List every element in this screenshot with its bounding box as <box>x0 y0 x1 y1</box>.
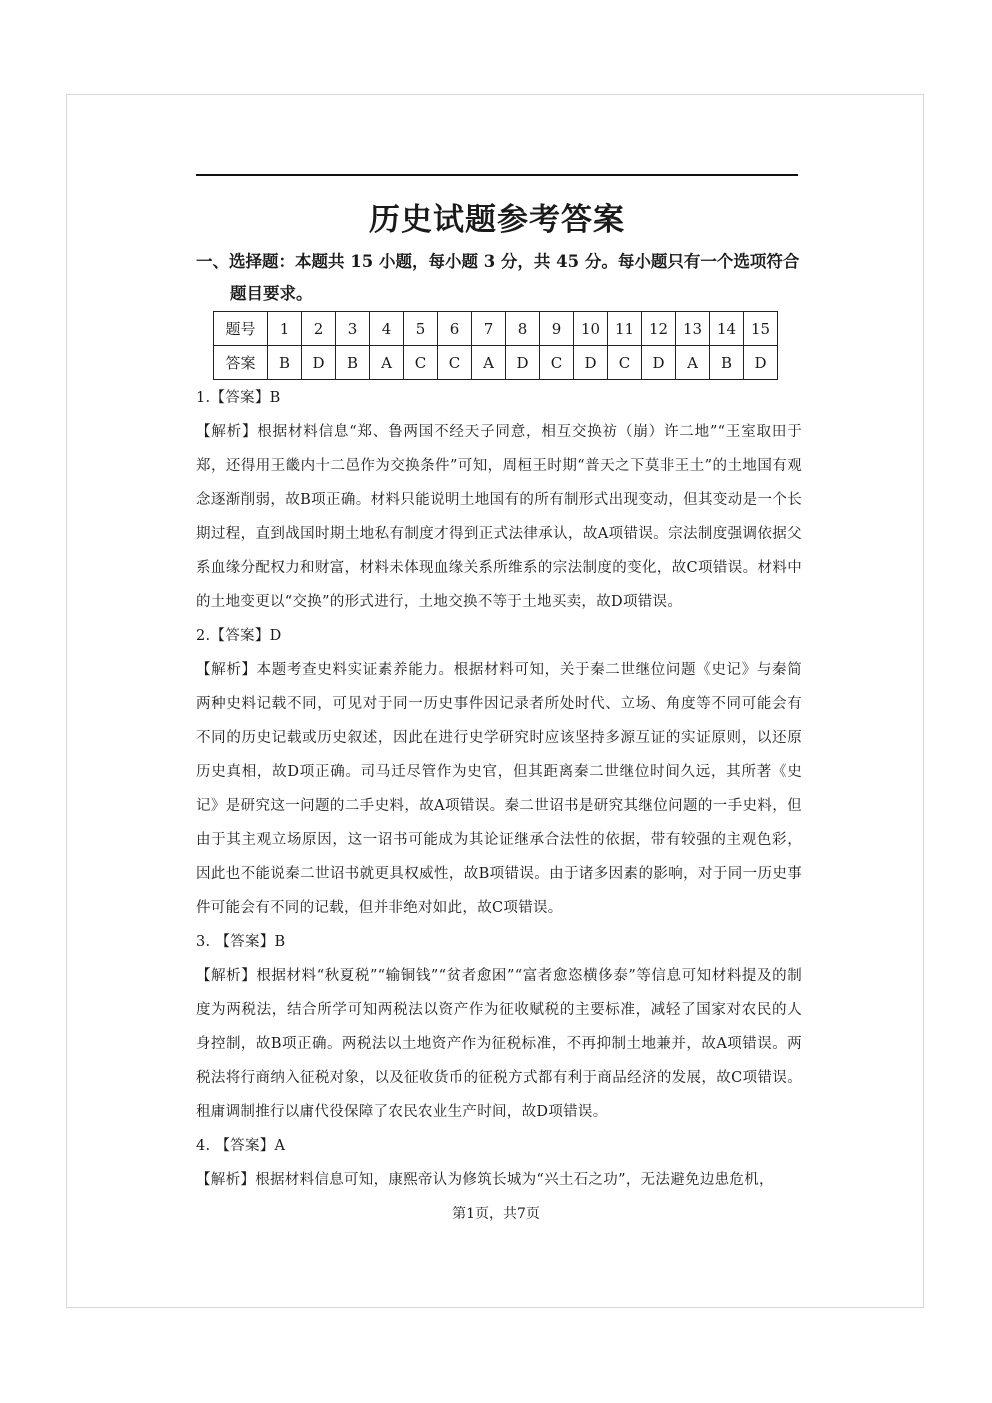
question-number-cell: 15 <box>744 312 778 346</box>
answer-header: 答案 <box>214 346 268 380</box>
question-number-cell: 7 <box>472 312 506 346</box>
answer-cell: C <box>404 346 438 380</box>
answer-cell: B <box>336 346 370 380</box>
question-number-cell: 3 <box>336 312 370 346</box>
item-4-answer: 4. 【答案】A <box>196 1138 286 1154</box>
question-number-cell: 8 <box>506 312 540 346</box>
answer-cell: C <box>540 346 574 380</box>
question-number-cell: 2 <box>302 312 336 346</box>
answer-cell: D <box>302 346 336 380</box>
answer-cell: D <box>642 346 676 380</box>
question-number-cell: 9 <box>540 312 574 346</box>
question-number-cell: 10 <box>574 312 608 346</box>
item-2-analysis: 【解析】本题考查史料实证素养能力。根据材料可知，关于秦二世继位问题《史记》与秦简两种史料记载不同，可见对于同一历史事件因记录者所处时代、立场、角度等不同可能会有不同的历史记载或历史叙述，因此在进行史学研究时应该坚持多源互证的实证原则，以还原历史真相，故D项正确。司马迁尽管作为史官，但其距离秦二世继位时间久远，其所著《史记》是研究这一问题的二手史料，故A项错误。秦二世诏书是研究其继位问题的一手史料，但由于其主观立场原因，这一诏书可能成为其论证继承合法性的依据，带有较强的主观色彩，因此也不能说秦二世诏书就更具权威性，故B项错误。由于诸多因素的影响，对于同一历史事件可能会有不同的记载，但并非绝对如此，故C项错误。 <box>196 662 802 916</box>
answer-cell: A <box>676 346 710 380</box>
question-number-cell: 4 <box>370 312 404 346</box>
answer-key-table <box>213 311 778 380</box>
answer-cell: B <box>710 346 744 380</box>
answer-row <box>214 346 778 380</box>
answer-explanations <box>196 381 802 1197</box>
question-number-cell: 11 <box>608 312 642 346</box>
question-number-cell: 14 <box>710 312 744 346</box>
item-1-analysis: 【解析】根据材料信息“郑、鲁两国不经天子同意，相互交换祊（崩）许二地”“王室取田于郑，还得用王畿内十二邑作为交换条件”可知，周桓王时期“普天之下莫非王土”的土地国有观念逐渐削弱，故B项正确。材料只能说明土地国有的所有制形式出现变动，但其变动是一个长期过程，直到战国时期土地私有制度才得到正式法律承认，故A项错误。宗法制度强调依据父系血缘分配权力和财富，材料未体现血缘关系所维系的宗法制度的变化，故C项错误。材料中的土地变更以“交换”的形式进行，土地交换不等于土地买卖，故D项错误。 <box>196 424 802 610</box>
item-2-answer: 2.【答案】D <box>196 628 282 644</box>
question-number-cell: 1 <box>268 312 302 346</box>
question-number-cell: 6 <box>438 312 472 346</box>
item-3-answer: 3. 【答案】B <box>196 934 286 950</box>
answer-cell: C <box>608 346 642 380</box>
item-1-answer: 1.【答案】B <box>196 390 281 406</box>
section-heading-line-2: 题目要求。 <box>230 284 313 303</box>
answer-cell: C <box>438 346 472 380</box>
section-heading-line-1: 一、选择题：本题共 15 小题，每小题 3 分，共 45 分。每小题只有一个选项符合 <box>196 252 800 271</box>
section-heading <box>196 246 802 310</box>
answer-cell: A <box>472 346 506 380</box>
question-number-cell: 12 <box>642 312 676 346</box>
question-number-cell: 5 <box>404 312 438 346</box>
answer-cell: B <box>268 346 302 380</box>
question-number-header: 题号 <box>214 312 268 346</box>
page-footer: 第1页，共7页 <box>452 1206 540 1222</box>
item-3-analysis: 【解析】根据材料“秋夏税”“输铜钱”“贫者愈困”“富者愈恣横侈泰”等信息可知材料提及的制度为两税法，结合所学可知两税法以资产作为征收赋税的主要标准，减轻了国家对农民的人身控制，故B项正确。两税法以土地资产作为征税标准，不再抑制土地兼并，故A项错误。两税法将行商纳入征税对象，以及征收货币的征税方式都有利于商品经济的发展，故C项错误。租庸调制推行以庸代役保障了农民农业生产时间，故D项错误。 <box>196 968 802 1120</box>
answer-cell: D <box>506 346 540 380</box>
answer-cell: A <box>370 346 404 380</box>
question-number-cell: 13 <box>676 312 710 346</box>
answer-cell: D <box>744 346 778 380</box>
header-rule <box>196 174 798 176</box>
page-title: 历史试题参考答案 <box>369 202 625 238</box>
answer-cell: D <box>574 346 608 380</box>
question-number-row <box>214 312 778 346</box>
item-4-analysis: 【解析】根据材料信息可知，康熙帝认为修筑长城为“兴土石之功”，无法避免边患危机， <box>196 1172 774 1188</box>
